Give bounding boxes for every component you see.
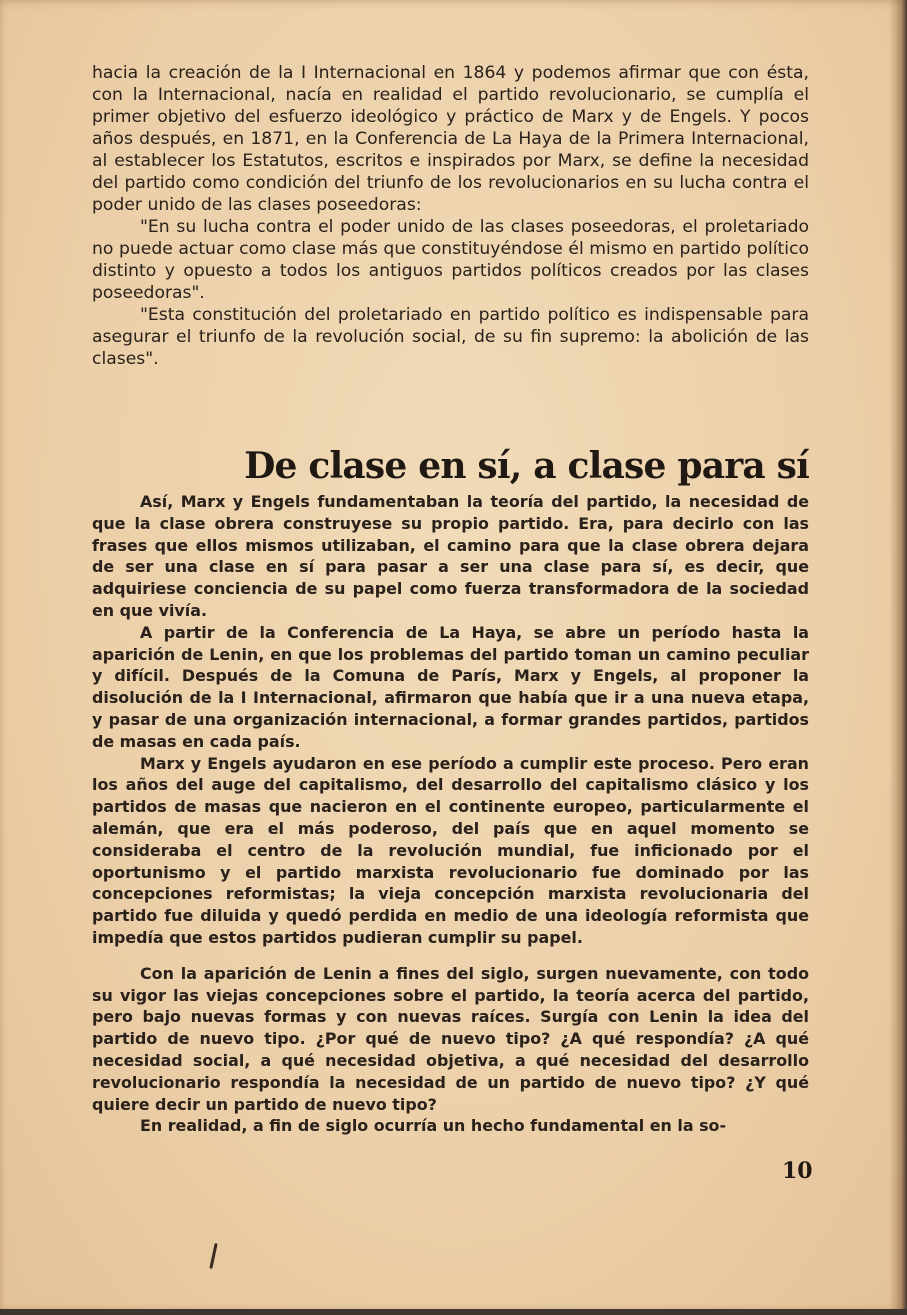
quote-paragraph-1: "En su lucha contra el poder unido de las clases poseedoras, el proletariado no puede actuar como clase más que constituyéndose él mismo en partido político distinto y opuesto a todos los antiguos partidos políticos creados por las clases poseedoras". <box>92 217 809 303</box>
quote-paragraph-2: "Esta constitución del proletariado en partido político es indispensable para asegurar el triunfo de la revolución social, de su fin supremo: la abolición de las clases". <box>92 305 809 369</box>
paragraph-bold-2: A partir de la Conferencia de La Haya, se abre un período hasta la aparición de Lenin, en que los problemas del partido toman un camino peculiar y difícil. Después de la Comuna de París, Marx y Engels, al proponer la disolución de la I Internacional, afirmaron que había que ir a una nueva etapa, y pasar de una organización internacional, a formar grandes partidos, partidos de masas en cada país. <box>92 622 809 751</box>
paragraph-bold-5: En realidad, a fin de siglo ocurría un hecho fundamental en la so- <box>140 1116 727 1136</box>
page-bottom-edge <box>0 1309 907 1315</box>
intro-text-block <box>92 62 809 370</box>
page-edge-shadow <box>889 0 907 1315</box>
paragraph-bold-1: Así, Marx y Engels fundamentaban la teoría del partido, la necesidad de que la clase obrera construyese su propio partido. Era, para decirlo con las frases que ellos mismos utilizaban, el camino para que la clase obrera dejara de ser una clase en sí para pasar a ser una clase para sí, es decir, que adquiriese conciencia de su papel como fuerza transformadora de la sociedad en que vivía. <box>92 492 809 620</box>
paragraph-bold-4: Con la aparición de Lenin a fines del siglo, surgen nuevamente, con todo su vigor las viejas concepciones sobre el partido, la teoría acerca del partido, pero bajo nuevas formas y con nuevas raíces. Surgía con Lenin la idea del partido de nuevo tipo. ¿Por qué de nuevo tipo? ¿A qué respondía? ¿A qué necesidad social, a qué necesidad objetiva, a qué necesidad del desarrollo revolucionario respondía la necesidad de un partido de nuevo tipo? ¿Y qué quiere decir un partido de nuevo tipo? <box>92 963 809 1114</box>
paragraph-bold-3: Marx y Engels ayudaron en ese período a cumplir este proceso. Pero eran los años del auge del capitalismo, del desarrollo del capitalismo clásico y los partidos de masas que nacieron en el continente europeo, particularmente el alemán, que era el más poderoso, del país que en aquel momento se consideraba el centro de la revolución mundial, fue inficionado por el oportunismo y el partido marxista revolucionario fue dominado por las concepciones reformistas; la vieja concepción marxista revolucionaria del partido fue diluida y quedó perdida en medio de una ideología reformista que impedía que estos partidos pudieran cumplir su papel. <box>92 753 809 947</box>
pen-mark <box>209 1243 217 1269</box>
paragraph-intro: hacia la creación de la I Internacional en 1864 y podemos afirmar que con ésta, con la Internacional, nacía en realidad el partido revolucionario, se cumplía el primer objetivo del esfuerzo ideológico y práctico de Marx y de Engels. Y pocos años después, en 1871, en la Conferencia de La Haya de la Primera Internacional, al establecer los Estatutos, escritos e inspirados por Marx, se define la necesidad del partido como condición del triunfo de los revolucionarios en su lucha contra el poder unido de las clases poseedoras: <box>92 63 809 215</box>
page-number: 10 <box>782 1158 813 1184</box>
section-text-block <box>92 491 809 1137</box>
section-heading: De clase en sí, a clase para sí <box>244 444 809 487</box>
